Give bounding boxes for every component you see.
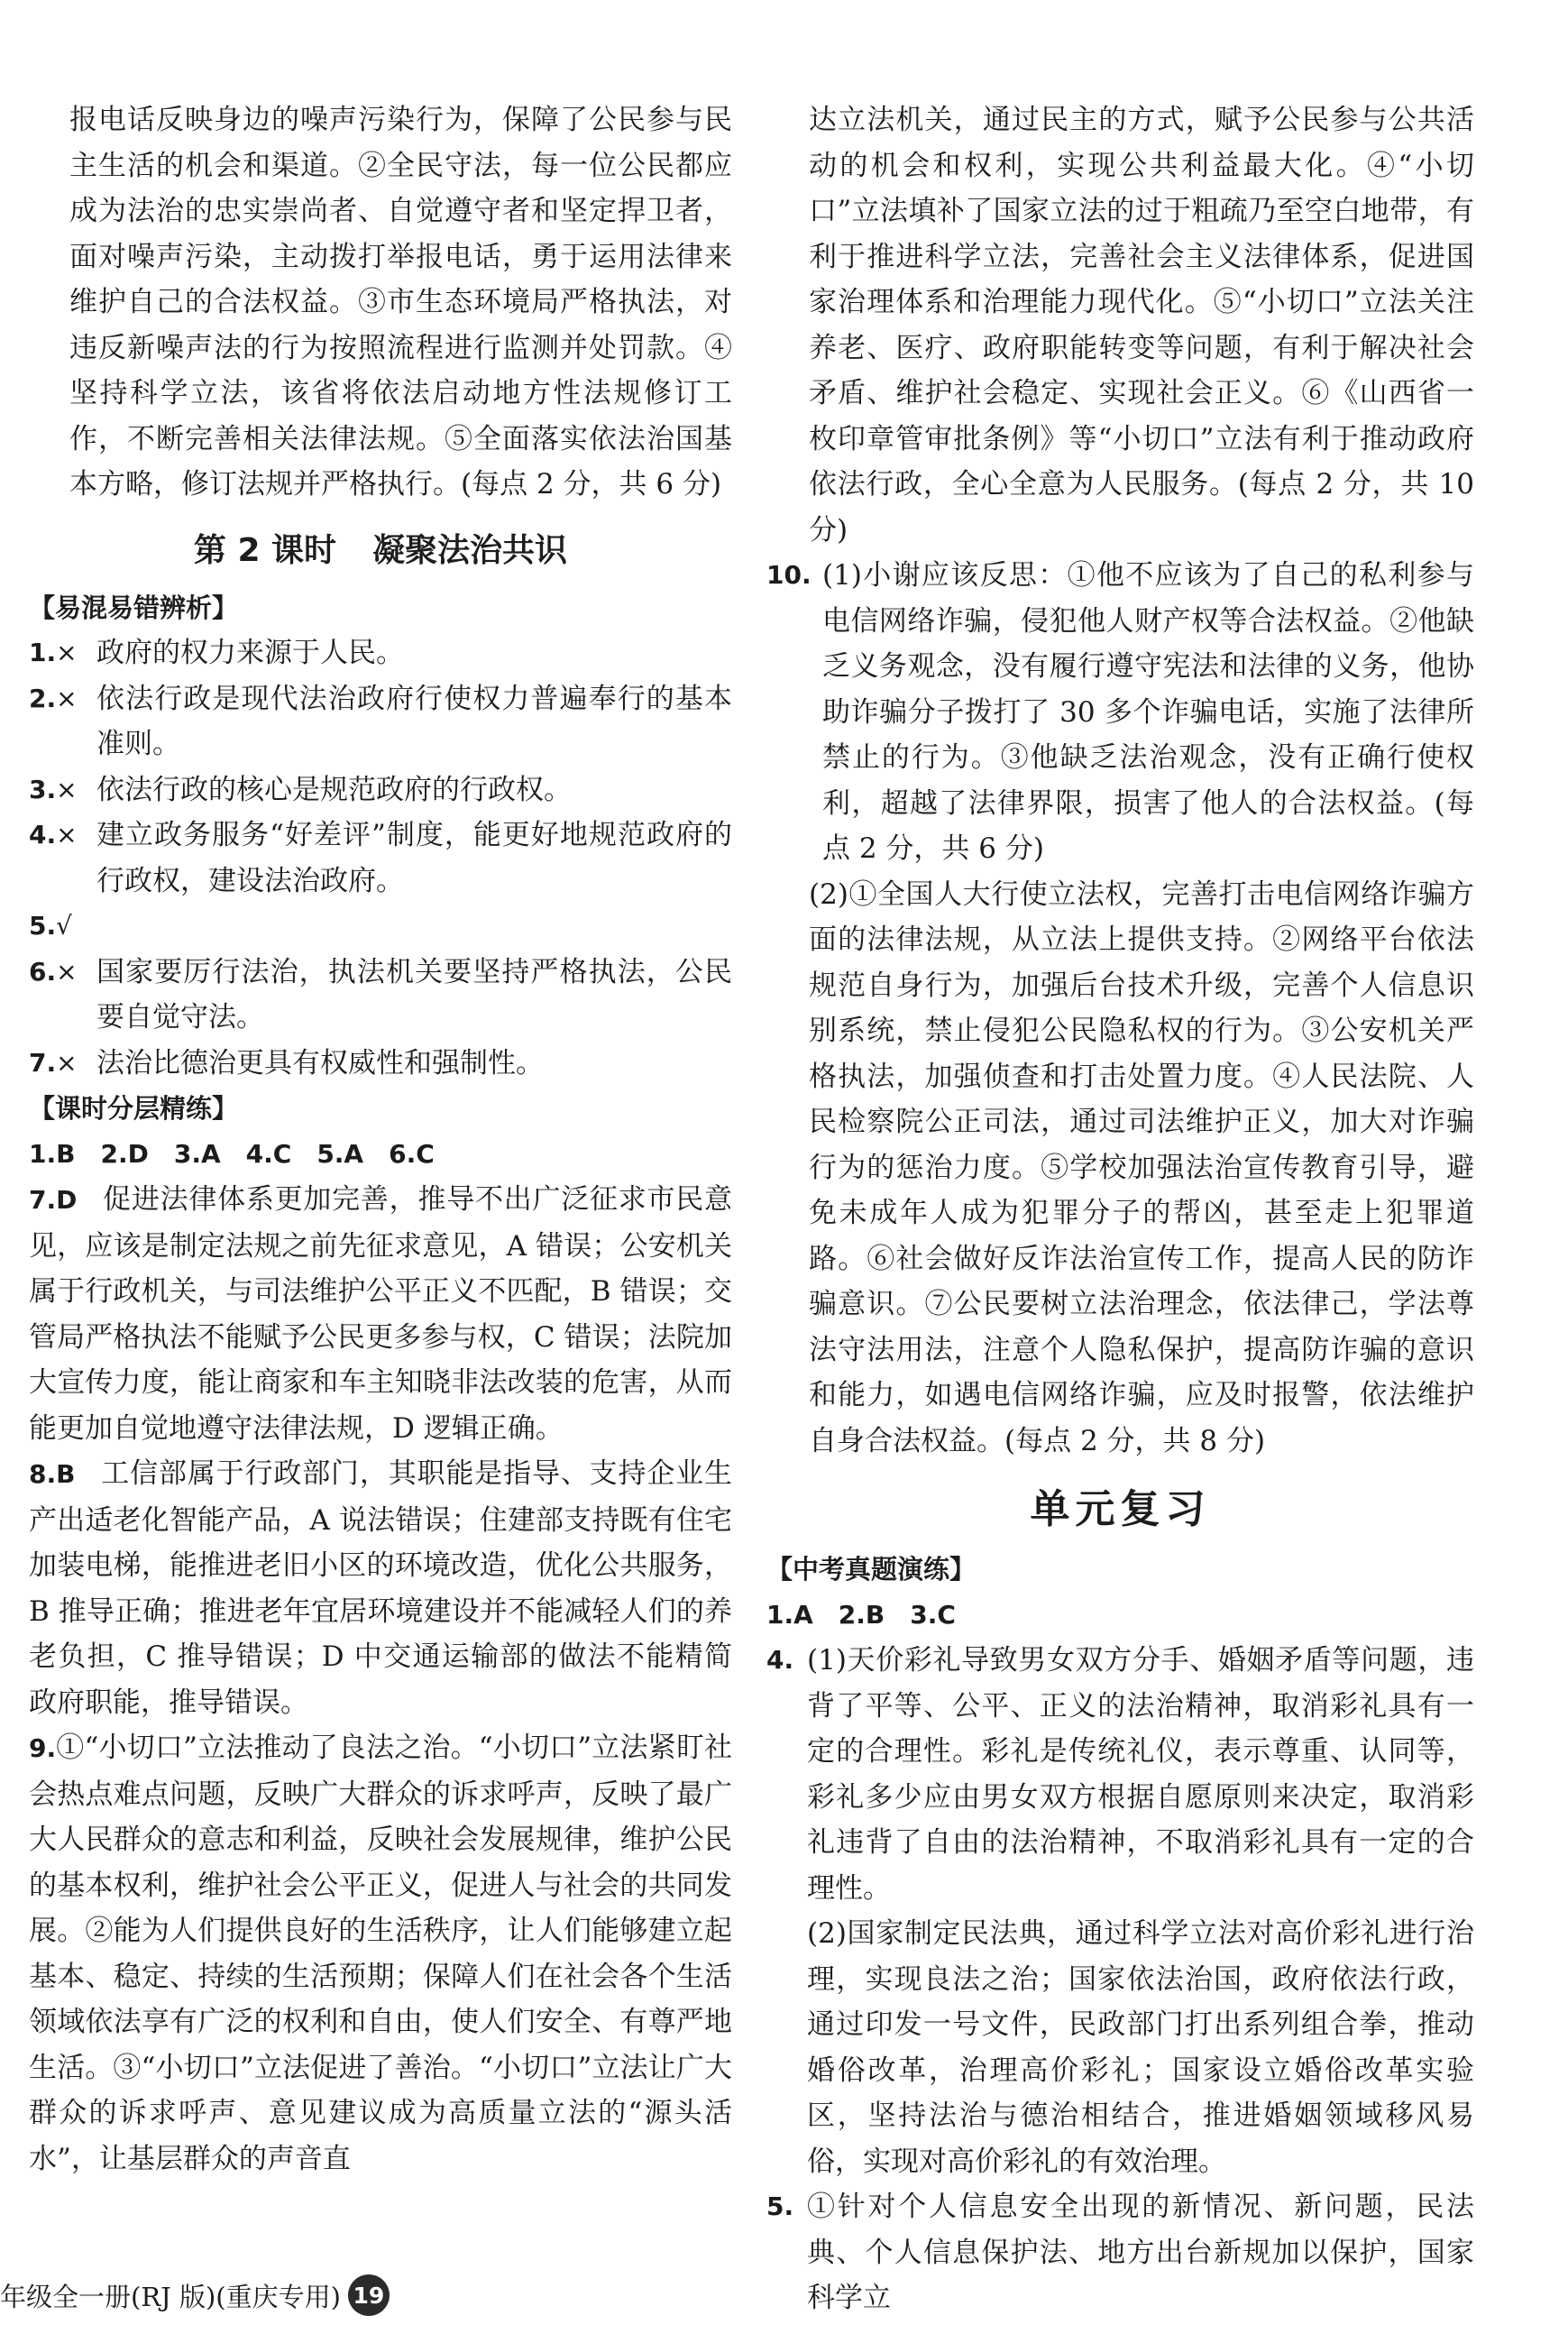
answer-q7: 7.D 促进法律体系更加完善，推导不出广泛征求市民意见，应该是制定法规之前先征求意见，A 错误；公安机关属于行政机关，与司法维护公平正义不匹配，B 错误；交管局严格执法不能赋予公民更多参与权，C 错误；法院加大宣传力度，能让商家和车主知晓非法改装的危害，从而能更加自觉地遵守法律法规，D 逻辑正确。 xyxy=(29,1183,732,1445)
choice-answer: 1.A xyxy=(766,1599,813,1630)
lesson-name: 凝聚法治共识 xyxy=(372,531,568,569)
answer-q4-part2: (2)国家制定民法典，通过科学立法对高价彩礼进行治理，实现良法之治；国家依法治国，政府依法行政，通过印发一号文件，民政部门打出系列组合拳，推动婚俗改革，治理高价彩礼；国家设立婚俗改革实验区，坚持法治与德治相结合，推进婚姻领域移风易俗，实现对高价彩礼的有效治理。 xyxy=(807,1917,1474,2178)
choice-answers xyxy=(766,1593,1474,1639)
answer-q9-continuation: 达立法机关，通过民主的方式，赋予公民参与公共活动的机会和权利，实现公共利益最大化。④“小切口”立法填补了国家立法的过于粗疏乃至空白地带，有利于推进科学立法，完善社会主义法律体系，促进国家治理体系和治理能力现代化。⑤“小切口”立法关注养老、医疗、政府职能转变等问题，有利于解决社会矛盾、维护社会稳定、实现社会正义。⑥《山西省一枚印章管审批条例》等“小切口”立法有利于推动政府依法行政，全心全意为人民服务。(每点 2 分，共 10 分) xyxy=(809,104,1474,547)
lesson-number: 第 2 课时 xyxy=(193,531,337,569)
judge-item: 6.× 国家要厉行法治，执法机关要坚持严格执法，公民要自觉守法。 xyxy=(29,955,732,1034)
answer-q4-part1: 4. (1)天价彩礼导致男女双方分手、婚姻矛盾等问题，违背了平等、公平、正义的法治精神，取消彩礼具有一定的合理性。彩礼是传统礼仪，表示尊重、认同等，彩礼多少应由男女双方根据自愿原则来决定，取消彩礼违背了自由的法治精神，不取消彩礼具有一定的合理性。 xyxy=(766,1644,1474,1905)
answer-q10-part2: (2)①全国人大行使立法权，完善打击电信网络诈骗方面的法律法规，从立法上提供支持。②网络平台依法规范自身行为，加强后台技术升级，完善个人信息识别系统，禁止侵犯公民隐私权的行为。③公安机关严格执法，加强侦查和打击处置力度。④人民法院、人民检察院公正司法，通过司法维护正义，加大对诈骗行为的惩治力度。⑤学校加强法治宣传教育引导，避免未成年人成为犯罪分子的帮凶，甚至走上犯罪道路。⑥社会做好反诈法治宣传工作，提高人民的防诈骗意识。⑦公民要树立法治理念，依法律己，学法尊法守法用法，注意个人隐私保护，提高防诈骗的意识和能力，如遇电信网络诈骗，应及时报警，依法维护自身合法权益。(每点 2 分，共 8 分) xyxy=(809,877,1474,1457)
section-heading-confusion: 【易混易错辨析】 xyxy=(29,592,239,623)
choice-answer: 5.A xyxy=(316,1138,364,1169)
answer-q9: 9.①“小切口”立法推动了良法之治。“小切口”立法紧盯社会热点难点问题，反映广大群众的诉求呼声，反映了最广大人民群众的意志和利益，反映社会发展规律，维护公民的基本权利，维护社会公平正义，促进人与社会的共同发展。②能为人们提供良好的生活秩序，让人们能够建立起基本、稳定、持续的生活预期；保障人们在社会各个生活领域依法享有广泛的权利和自由，使人们安全、有尊严地生活。③“小切口”立法促进了善治。“小切口”立法让广大群众的诉求呼声、意见建议成为高质量立法的“源头活水”，让基层群众的声音直 xyxy=(29,1732,732,2175)
judge-list xyxy=(29,630,732,1086)
choice-answer: 2.D xyxy=(100,1138,149,1169)
choice-answer: 6.C xyxy=(389,1138,435,1169)
choice-answer: 4.C xyxy=(245,1138,292,1169)
judge-item: 7.× 法治比德治更具有权威性和强制性。 xyxy=(29,1046,544,1080)
right-column xyxy=(766,97,1474,2321)
page-footer xyxy=(0,2273,390,2318)
section-heading-practice: 【课时分层精练】 xyxy=(29,1093,239,1124)
judge-item: 5.√ xyxy=(29,911,72,941)
choice-answer: 2.B xyxy=(838,1599,885,1630)
page-number-badge: 19 xyxy=(348,2274,390,2316)
answer-q5: 5. ①针对个人信息安全出现的新情况、新问题，民法典、个人信息保护法、地方出台新规加以保护，国家科学立 xyxy=(766,2191,1474,2314)
section-heading-exam: 【中考真题演练】 xyxy=(766,1554,977,1585)
lesson-title xyxy=(29,524,732,578)
judge-item: 2.× 依法行政是现代法治政府行使权力普遍奉行的基本准则。 xyxy=(29,682,732,760)
answer-q8: 8.B 工信部属于行政部门，其职能是指导、支持企业生产出适老化智能产品，A 说法错误；住建部支持既有住宅加装电梯，能推进老旧小区的环境改造，优化公共服务，B 推导正确；推进老年宜居环境建设并不能减轻人们的养老负担，C 推导错误；D 中交通运输部的做法不能精简政府职能，推导错误。 xyxy=(29,1457,732,1719)
choice-answer: 3.C xyxy=(910,1599,956,1630)
left-column xyxy=(29,97,732,2182)
choice-answer: 1.B xyxy=(29,1138,76,1169)
previous-answer-continuation: 报电话反映身边的噪声污染行为，保障了公民参与民主生活的机会和渠道。②全民守法，每一位公民都应成为法治的忠实崇尚者、自觉遵守者和坚定捍卫者，面对噪声污染，主动拨打举报电话，勇于运用法律来维护自己的合法权益。③市生态环境局严格执法，对违反新噪声法的行为按照流程进行监测并处罚款。④坚持科学立法，该省将依法启动地方性法规修订工作，不断完善相关法律法规。⑤全面落实依法治国基本方略，修订法规并严格执行。(每点 2 分，共 6 分) xyxy=(69,104,732,501)
judge-item: 3.× 依法行政的核心是规范政府的行政权。 xyxy=(29,773,572,806)
judge-item: 4.× 建立政务服务“好差评”制度，能更好地规范政府的行政权，建设法治政府。 xyxy=(29,819,732,897)
book-info: 年级全一册(RJ 版)(重庆专用) xyxy=(0,2281,341,2312)
choice-answers xyxy=(29,1132,732,1178)
choice-answer: 3.A xyxy=(173,1138,221,1169)
unit-review-title: 单元复习 xyxy=(1030,1486,1211,1532)
answer-q10-part1: 10. (1)小谢应该反思：①他不应该为了自己的私利参与电信网络诈骗，侵犯他人财产权等合法权益。②他缺乏义务观念，没有履行遵守宪法和法律的义务，他协助诈骗分子拨打了 30 多个诈骗电话，实施了法律所禁止的行为。③他缺乏法治观念，没有正确行使权利，超越了法律界限，损害了他人的合法权益。(每点 2 分，共 6 分) xyxy=(766,559,1474,865)
judge-item: 1.× 政府的权力来源于人民。 xyxy=(29,637,404,669)
